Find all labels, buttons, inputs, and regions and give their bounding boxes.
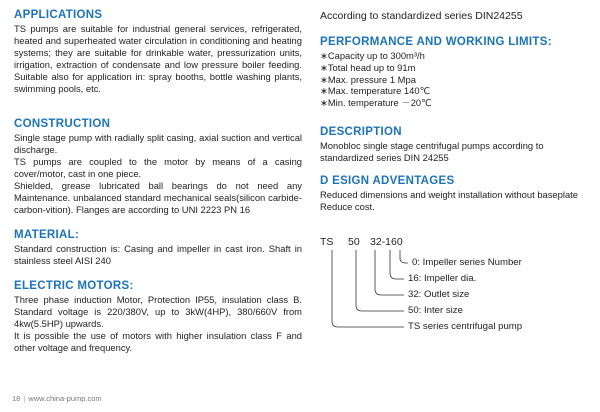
page-footer bbox=[12, 394, 102, 403]
applications-text: TS pumps are suitable for industrial general services, refrigerated, heated and superheated water circulation in conditioning and heating systems; they are suitable for drinkable water, pressurization units, irrigation, extraction of condensate and low pressure boiler feeding. Suitable also for application in: spray booths, bottle washing plants, swimming pools, etc. bbox=[14, 23, 302, 94]
series-note: According to standardized series DIN24255 bbox=[320, 10, 523, 22]
material-text: Standard construction is: Casing and impeller in cast iron. Shaft in stainless steel AISI 240 bbox=[14, 243, 302, 266]
material-heading: MATERIAL: bbox=[14, 229, 80, 241]
description-text: Monobloc single stage centrifugal pumps according to standardized series DIN 24255 bbox=[320, 139, 544, 163]
performance-item: ∗Min. temperature －20℃ bbox=[320, 97, 432, 109]
footer-url[interactable]: www.china-pump.com bbox=[28, 394, 102, 403]
construction-text-3: Shielded, grease lubricated ball bearings do not need any Maintenance. unbalanced standard mechanical seals(silicon carbide-carbon-vition). Flanges are according to UNI 2223 PN 16 bbox=[14, 180, 302, 215]
leader-line-16 bbox=[390, 250, 404, 279]
code-legend-item: TS series centrifugal pump bbox=[408, 321, 523, 332]
code-legend-item: 0: Impeller series Number bbox=[412, 257, 522, 268]
left-column bbox=[14, 8, 302, 366]
design-heading: D ESIGN ADVENTAGES bbox=[320, 174, 455, 187]
performance-section bbox=[320, 35, 590, 109]
leader-line-0 bbox=[400, 250, 408, 263]
material-section bbox=[14, 228, 302, 267]
design-section bbox=[320, 174, 590, 213]
performance-item: ∗Max. temperature 140℃ bbox=[320, 85, 431, 97]
performance-heading: PERFORMANCE AND WORKING LIMITS: bbox=[320, 36, 552, 48]
code-part-inlet: 50 bbox=[348, 236, 360, 248]
construction-heading: CONSTRUCTION bbox=[14, 118, 111, 130]
performance-item: ∗Max. pressure 1 Mpa bbox=[320, 73, 416, 85]
construction-text-1: Single stage pump with radially split casing, axial suction and vertical discharge. bbox=[14, 132, 302, 155]
code-legend-item: 50: Inter size bbox=[408, 305, 463, 316]
design-text: Reduced dimensions and weight installation without baseplate Reduce cost. bbox=[320, 188, 578, 212]
construction-text-2: TS pumps are coupled to the motor by means of a casing cover/motor, cast in one piece. bbox=[14, 156, 302, 179]
construction-section bbox=[14, 117, 302, 216]
page-number: 18 bbox=[12, 394, 21, 403]
applications-heading: APPLICATIONS bbox=[14, 9, 103, 21]
applications-section bbox=[14, 8, 302, 95]
code-part-outlet-impeller: 32-160 bbox=[370, 236, 403, 248]
leader-line-50 bbox=[356, 250, 404, 311]
footer-separator: | bbox=[23, 394, 26, 403]
code-part-ts: TS bbox=[320, 236, 334, 248]
description-section bbox=[320, 125, 590, 164]
performance-list bbox=[320, 50, 590, 109]
performance-item: ∗Capacity up to 300m³/h bbox=[320, 50, 425, 61]
description-heading: DESCRIPTION bbox=[320, 125, 402, 138]
right-column bbox=[320, 8, 590, 225]
electric-motors-text-1: Three phase induction Motor, Protection IP55, insulation class B. Standard voltage is 220/380V, up to 3kW(4HP), 380/660V from 4kw(5.5HP) upwards. bbox=[14, 294, 302, 329]
model-code-diagram bbox=[320, 232, 590, 342]
electric-motors-heading: ELECTRIC MOTORS: bbox=[14, 280, 134, 292]
leader-line-ts bbox=[332, 250, 404, 327]
code-legend-item: 16: Impeller dia. bbox=[408, 273, 477, 284]
electric-motors-section bbox=[14, 279, 302, 354]
performance-item: ∗Total head up to 91m bbox=[320, 61, 416, 73]
electric-motors-text-2: It is possible the use of motors with higher insulation class F and other voltage and frequency. bbox=[14, 330, 302, 353]
code-legend-item: 32: Outlet size bbox=[408, 289, 470, 300]
